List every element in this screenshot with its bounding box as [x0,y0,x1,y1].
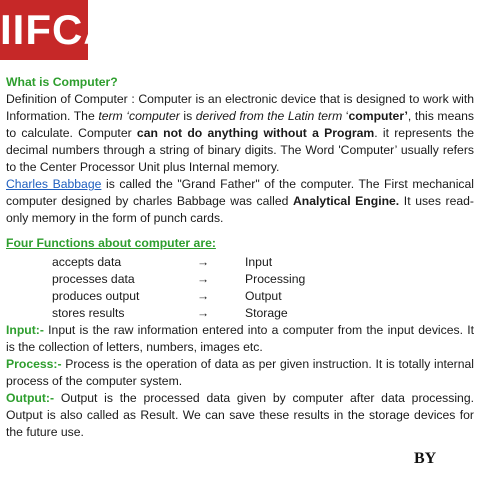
charles-babbage-link[interactable]: Charles Babbage [6,177,102,191]
function-category: Processing [245,272,306,286]
what-is-computer-heading [6,74,474,91]
text-run: ‘ [342,109,349,123]
text-run: It uses read-only memory in the form of punch cards. [6,194,474,225]
text-run: Input is the raw information entered into a computer from the input devices. It is the collection of letters, numbers, images etc. [6,323,474,354]
italic-run: derived from the Latin term [195,109,343,123]
charles-babbage-paragraph [6,176,474,227]
input-label: Input:- [6,323,44,337]
document-body [6,74,474,441]
arrow-right-icon: → [197,255,210,269]
output-label: Output:- [6,391,55,405]
arrow-right-icon: → [197,289,210,303]
text-run: Output is the processed data given by computer after data processing. Output is also called as Result. We can save these results in the storage devices for the future use. [6,391,474,439]
process-label: Process:- [6,357,62,371]
text-run: , this means to calculate. Computer [6,109,475,140]
text-run: Definition of Computer : Computer is an electronic device that is designed to work with Information. The [6,92,474,123]
function-row [6,254,474,271]
text-run: Process is the operation of data as per given instruction. It is totally internal process of the computer system. [6,357,474,388]
function-name: processes data [52,272,135,286]
text-run: is called the "Grand Father" of the computer. The First mechanical computer designed by charles Babbage was called [6,177,474,208]
function-name: produces output [52,289,140,303]
by-text: BY [414,450,437,467]
function-row [6,305,474,322]
functions-heading-line [6,235,474,252]
output-definition [6,390,474,441]
function-category: Storage [245,306,288,320]
function-row [6,288,474,305]
function-row [6,271,474,288]
text-run: is [179,109,196,123]
input-definition [6,322,474,356]
function-category: Input [245,255,273,269]
arrow-right-icon: → [197,306,210,320]
arrow-right-icon: → [197,272,210,286]
bold-run: Analytical Engine. [293,194,400,208]
functions-list [6,254,474,322]
function-name: accepts data [52,255,122,269]
iifca-logo: IIFCA [0,0,88,60]
text-run: . it represents the decimal numbers through a string of binary digits. The Word 'Computer’ usually refers to the Center Processor Unit plus Internal memory. [6,126,474,174]
bold-run: computer’ [348,109,408,123]
function-name: stores results [52,306,125,320]
computer-definition-paragraph [6,91,474,176]
process-definition [6,356,474,390]
functions-heading: Four Functions about computer are: [6,236,216,250]
italic-run: term ‘computer [98,109,180,123]
bold-run: can not do anything without a Program [136,126,375,140]
section-heading: What is Computer? [6,75,118,89]
function-category: Output [245,289,282,303]
